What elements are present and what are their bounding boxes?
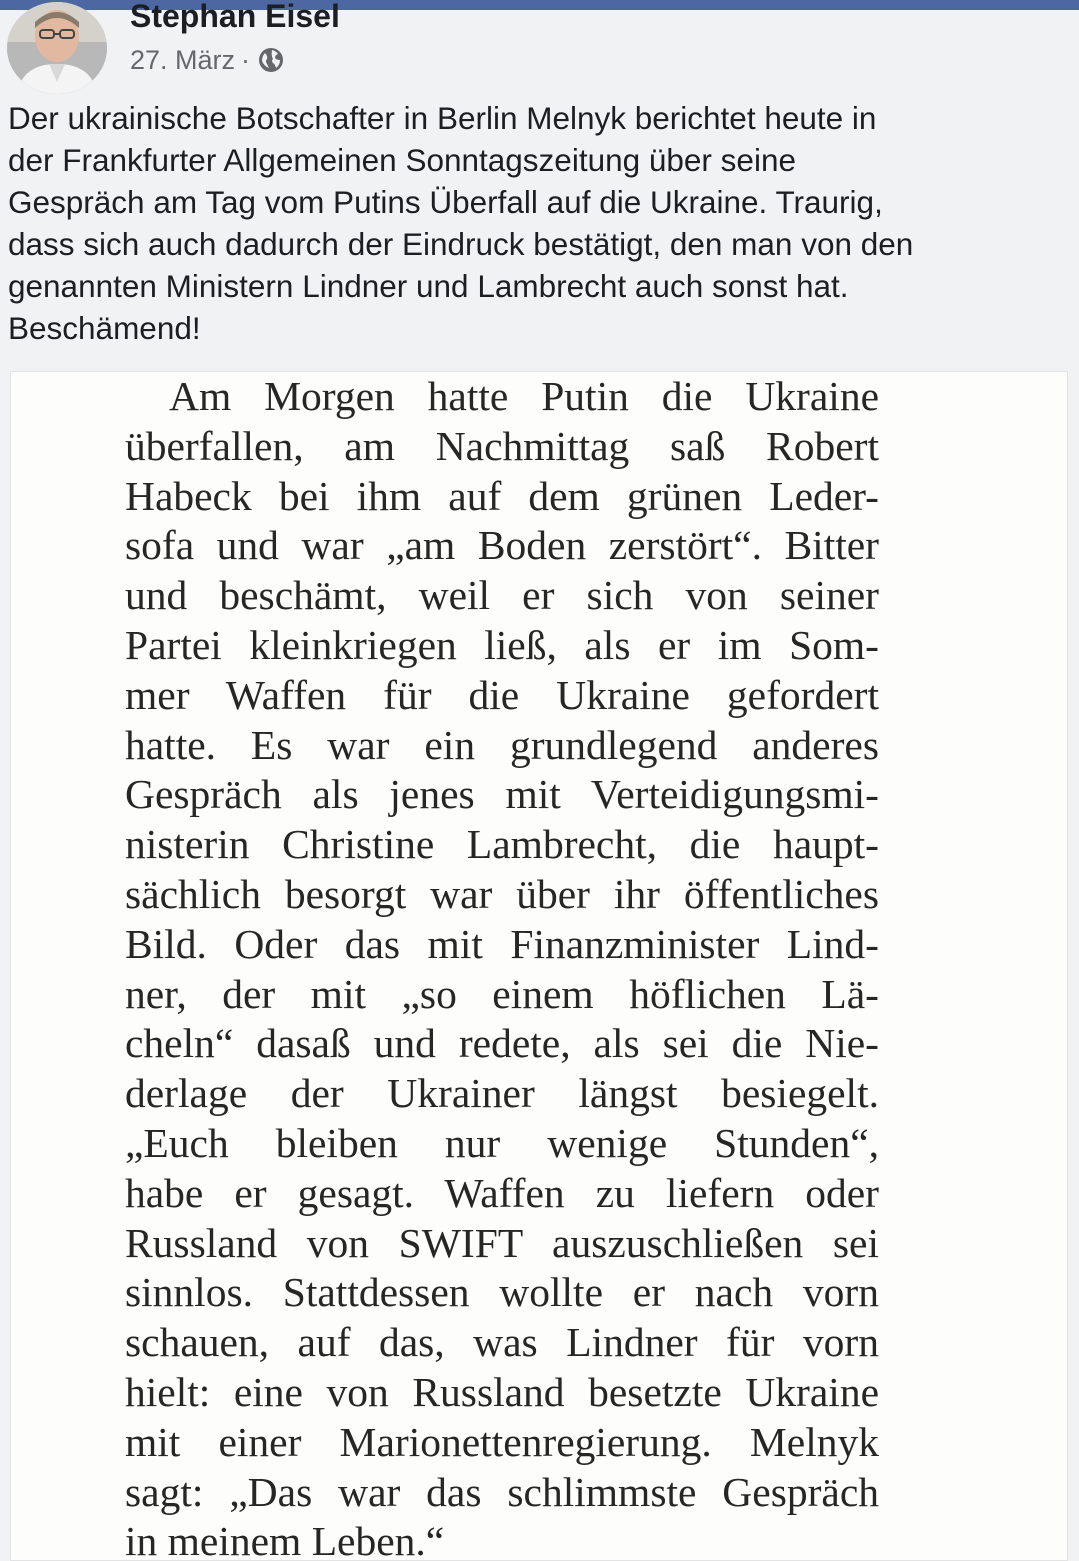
avatar-photo-icon xyxy=(7,2,107,94)
article-line: „Euch bleiben nur wenige Stunden“, xyxy=(125,1119,879,1166)
article-line: in meinem Leben.“ xyxy=(125,1518,445,1561)
post-text-line: dass sich auch dadurch der Eindruck bestätigt, den man von den xyxy=(8,226,914,262)
article-line: Partei kleinkriegen ließ, als er im Som- xyxy=(125,621,879,668)
article-line: sinnlos. Stattdessen wollte er nach vorn xyxy=(125,1269,879,1316)
article-line: hatte. Es war ein grundlegend anderes xyxy=(125,721,879,768)
article-line: derlage der Ukrainer längst besiegelt. xyxy=(125,1070,879,1117)
article-line: mit einer Marionettenregierung. Melnyk xyxy=(125,1418,879,1465)
post-date[interactable]: 27. März xyxy=(130,45,236,75)
article-line: Russland von SWIFT auszuschließen sei xyxy=(125,1219,879,1266)
article-line: überfallen, am Nachmittag saß Robert xyxy=(125,422,879,469)
article-line: ner, der mit „so einem höflichen Lä- xyxy=(125,970,879,1017)
article-line: Bild. Oder das mit Finanzminister Lind- xyxy=(125,920,879,967)
globe-icon[interactable] xyxy=(258,47,284,73)
article-line: cheln“ dasaß und redete, als sei die Nie- xyxy=(125,1020,879,1067)
article-line: Habeck bei ihm auf dem grünen Leder- xyxy=(125,472,879,519)
article-line: und beschämt, weil er sich von seiner xyxy=(125,572,879,619)
author-name[interactable]: Stephan Eisel xyxy=(130,0,340,34)
article-line: mer Waffen für die Ukraine gefordert xyxy=(125,671,879,718)
post-text-line: genannten Ministern Lindner und Lambrecht auch sonst hat. xyxy=(8,268,849,304)
article-line: hielt: eine von Russland besetzte Ukraine xyxy=(125,1368,879,1415)
article-line: Am Morgen hatte Putin die Ukraine xyxy=(169,373,879,419)
article-text xyxy=(125,372,879,1561)
article-line: sächlich besorgt war über ihr öffentliches xyxy=(125,870,879,917)
article-line: nisterin Christine Lambrecht, die haupt- xyxy=(125,821,879,868)
post-header xyxy=(0,0,1079,90)
post-text-line: Gespräch am Tag vom Putins Überfall auf die Ukraine. Traurig, xyxy=(8,184,883,220)
article-line: sofa und war „am Boden zerstört“. Bitter xyxy=(125,522,879,569)
meta-separator: · xyxy=(241,45,251,75)
post-text-line: Beschämend! xyxy=(8,310,201,346)
article-line: Gespräch als jenes mit Verteidigungsmi- xyxy=(125,771,879,818)
post-text-line: Der ukrainische Botschafter in Berlin Melnyk berichtet heute in xyxy=(8,100,877,136)
article-line: habe er gesagt. Waffen zu liefern oder xyxy=(125,1169,879,1216)
post-text-line: der Frankfurter Allgemeinen Sonntagszeitung über seine xyxy=(8,142,796,178)
article-line: sagt: „Das war das schlimmste Gespräch xyxy=(125,1468,879,1515)
attached-image[interactable] xyxy=(10,371,1068,1561)
article-line: schauen, auf das, was Lindner für vorn xyxy=(125,1319,879,1366)
post-text xyxy=(8,97,1068,349)
post-meta xyxy=(130,44,284,76)
avatar[interactable] xyxy=(7,2,107,94)
